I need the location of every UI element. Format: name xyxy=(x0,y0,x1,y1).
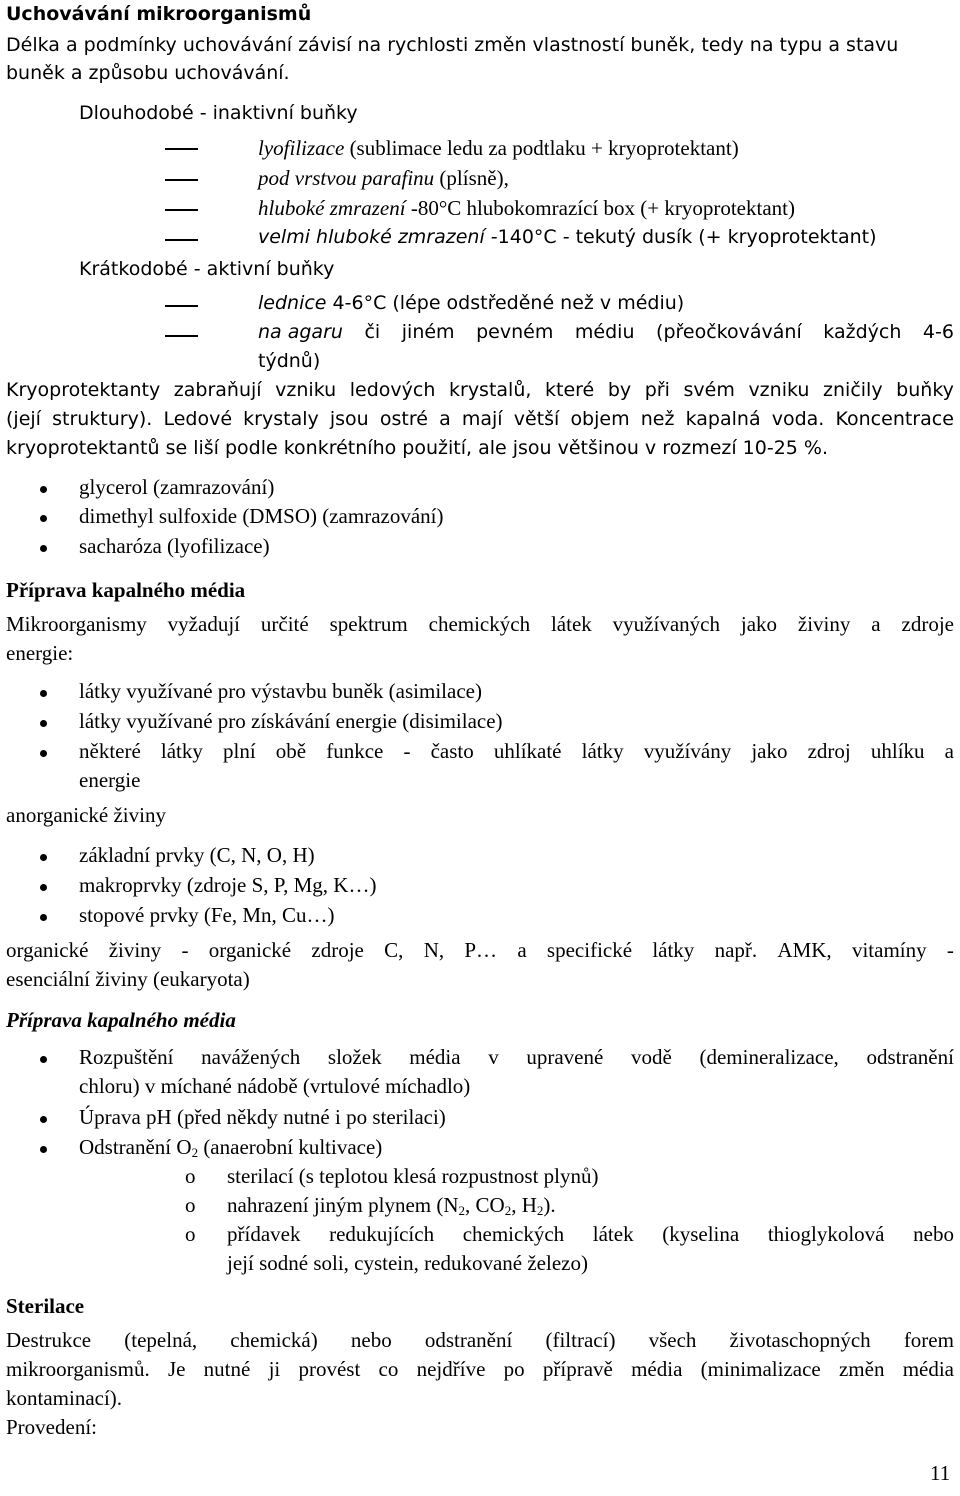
dash-marker xyxy=(165,305,198,307)
word: (její xyxy=(6,408,41,430)
word: látky xyxy=(581,739,624,763)
text: (anaerobní kultivace) xyxy=(198,1135,383,1159)
bullet-marker xyxy=(40,914,47,921)
text: , H xyxy=(511,1193,537,1217)
word: (demineralizace, xyxy=(699,1045,839,1069)
word: než xyxy=(640,408,675,430)
nutrients-para-line-1 xyxy=(6,612,954,637)
word: jiném xyxy=(401,321,455,343)
word: krystalů, xyxy=(449,379,532,401)
word: odstranění xyxy=(424,1328,513,1352)
nutrients-para-line-2: energie: xyxy=(6,641,74,665)
word: či xyxy=(364,321,381,343)
text: ). xyxy=(543,1193,556,1217)
word: a xyxy=(517,938,527,962)
item-text: (plísně), xyxy=(434,166,509,190)
intro-line-2: buněk a způsobu uchovávání. xyxy=(6,62,290,84)
cryo-item-3: sacharóza (lyofilizace) xyxy=(79,534,270,558)
word: přídavek xyxy=(227,1222,301,1246)
word: odstranění xyxy=(866,1045,954,1069)
word: voda. xyxy=(771,408,825,430)
word: jako xyxy=(740,612,778,636)
word: zdroje xyxy=(311,938,364,962)
word: vzniku xyxy=(275,379,337,401)
long-item-1 xyxy=(258,136,739,161)
word: a xyxy=(944,739,954,763)
cryo-item-1: glycerol (zamrazování) xyxy=(79,475,275,499)
bullet-marker xyxy=(40,1056,47,1063)
word: Koncentrace xyxy=(835,408,954,430)
short-term-heading: Krátkodobé - aktivní buňky xyxy=(79,258,335,280)
word: nejdříve xyxy=(416,1357,486,1381)
prep-item-1-line-1 xyxy=(79,1045,954,1070)
word: zdroje xyxy=(901,612,954,636)
word: specifické xyxy=(546,938,633,962)
dash-marker xyxy=(165,209,198,211)
procedure-label: Provedení: xyxy=(6,1415,97,1439)
word: médiu xyxy=(574,321,635,343)
inorganic-heading: anorganické živiny xyxy=(6,803,166,827)
word: C, xyxy=(384,938,404,962)
word: po xyxy=(503,1357,525,1381)
nutrient-item-3-line-2: energie xyxy=(79,768,141,792)
word: thioglykolová xyxy=(767,1222,885,1246)
word: Destrukce xyxy=(6,1328,92,1352)
word: (filtrací) xyxy=(545,1328,616,1352)
word: Mikroorganismy xyxy=(6,612,147,636)
subscript: 2 xyxy=(536,1203,544,1218)
dash-marker xyxy=(165,179,198,181)
word: vyžadují xyxy=(167,612,240,636)
bullet-marker xyxy=(40,1116,47,1123)
word: vitamíny xyxy=(851,938,927,962)
word: při xyxy=(644,379,670,401)
word: organické xyxy=(6,938,89,962)
inorganic-item-1: základní prvky (C, N, O, H) xyxy=(79,843,315,867)
word: svém xyxy=(683,379,735,401)
word: určité xyxy=(260,612,309,636)
word: mají xyxy=(461,408,503,430)
word: obě xyxy=(275,739,307,763)
word: (kyselina xyxy=(662,1222,740,1246)
long-term-heading: Dlouhodobé - inaktivní buňky xyxy=(79,102,358,124)
word: provést xyxy=(298,1357,361,1381)
word: chemická) xyxy=(230,1328,318,1352)
word: zdroj xyxy=(807,739,851,763)
short-item-2-line-2: týdnů) xyxy=(258,350,321,372)
word: často xyxy=(430,739,474,763)
text: , CO xyxy=(465,1193,505,1217)
word: větší xyxy=(513,408,560,430)
sterilization-line-2 xyxy=(6,1357,954,1382)
sterilization-line-1 xyxy=(6,1328,954,1353)
word: látek xyxy=(592,1222,634,1246)
word: funkce xyxy=(326,739,384,763)
bullet-marker xyxy=(40,750,47,757)
section-title-medium-prep-2: Příprava kapalného média xyxy=(6,1008,236,1032)
word: využívaných xyxy=(612,612,720,636)
prep-item-1-line-2: chloru) v míchané nádobě (vrtulové míchadlo) xyxy=(79,1074,471,1098)
word: živiny xyxy=(108,938,162,962)
bullet-marker xyxy=(40,545,47,552)
short-item-2-line-1 xyxy=(258,321,954,343)
text: Odstranění O xyxy=(79,1135,192,1159)
word: plní xyxy=(223,739,256,763)
word: - xyxy=(181,938,189,962)
bullet-marker xyxy=(40,720,47,727)
word: vodě xyxy=(630,1045,672,1069)
long-item-3 xyxy=(258,196,795,221)
subscript: 2 xyxy=(458,1203,466,1218)
bullet-marker xyxy=(40,515,47,522)
word: každých xyxy=(823,321,902,343)
word: AMK, xyxy=(777,938,832,962)
long-item-2 xyxy=(258,166,509,191)
word: ji xyxy=(268,1357,281,1381)
word: životaschopných xyxy=(729,1328,871,1352)
bullet-marker xyxy=(40,854,47,861)
text: nahrazení jiným plynem (N xyxy=(227,1193,459,1217)
circle-bullet-marker: o xyxy=(185,1222,196,1246)
word: nebo xyxy=(913,1222,954,1246)
word: ostré xyxy=(379,408,428,430)
bullet-marker xyxy=(40,690,47,697)
short-item-1 xyxy=(258,292,684,314)
section-title-storage: Uchovávání mikroorganismů xyxy=(6,3,312,25)
nutrient-item-2: látky využívané pro získávání energie (disimilace) xyxy=(79,709,503,733)
word: kapalná xyxy=(685,408,761,430)
word: a xyxy=(439,408,451,430)
word: přípravě xyxy=(542,1357,613,1381)
word: struktury). xyxy=(52,408,153,430)
word: chemických xyxy=(462,1222,565,1246)
word: (tepelná, xyxy=(124,1328,198,1352)
word: změn xyxy=(838,1357,885,1381)
word: objem xyxy=(570,408,630,430)
word: zničily xyxy=(823,379,883,401)
nutrient-item-1: látky využívané pro výstavbu buněk (asimilace) xyxy=(79,679,482,703)
item-term: lyofilizace xyxy=(258,136,345,160)
item-term: velmi hluboké zmrazení xyxy=(258,226,485,248)
word: nebo xyxy=(350,1328,392,1352)
organic-line-1 xyxy=(6,938,954,963)
word: redukujících xyxy=(329,1222,435,1246)
cryo-para-line-2 xyxy=(6,408,954,430)
sterilization-line-3: kontaminací). xyxy=(6,1386,123,1410)
inorganic-item-3: stopové prvky (Fe, Mn, Cu…) xyxy=(79,903,335,927)
bullet-marker xyxy=(40,884,47,891)
word: jako xyxy=(751,739,788,763)
word: buňky xyxy=(896,379,954,401)
word: mikroorganismů. xyxy=(6,1357,150,1381)
prep-item-3 xyxy=(79,1135,382,1161)
word: v xyxy=(488,1045,499,1069)
cryo-item-2: dimethyl sulfoxide (DMSO) (zamrazování) xyxy=(79,504,444,528)
word: co xyxy=(378,1357,399,1381)
long-item-4 xyxy=(258,226,877,248)
word: (přeočkovávání xyxy=(656,321,802,343)
word: by xyxy=(607,379,632,401)
intro-line-1: Délka a podmínky uchovávání závisí na rychlosti změn vlastností buněk, tedy na typu a stavu xyxy=(6,34,899,56)
word: živiny xyxy=(797,612,851,636)
word: N, xyxy=(423,938,445,962)
word: - xyxy=(403,739,411,763)
word: chemických xyxy=(428,612,531,636)
word: využívány xyxy=(643,739,732,763)
word: 4-6 xyxy=(922,321,954,343)
word: látek xyxy=(550,612,592,636)
word: média xyxy=(409,1045,461,1069)
item-text: 4-6°C (lépe odstředěné než v médiu) xyxy=(326,292,685,314)
dash-marker xyxy=(165,239,198,241)
word: Kryoprotektanty xyxy=(6,379,161,401)
word: Rozpuštění xyxy=(79,1045,174,1069)
word: P… xyxy=(464,938,498,962)
word: např. xyxy=(714,938,758,962)
word: navážených xyxy=(201,1045,301,1069)
word: na agaru xyxy=(258,321,343,343)
word: všech xyxy=(648,1328,697,1352)
word: látky xyxy=(160,739,203,763)
word: - xyxy=(946,938,954,962)
dash-marker xyxy=(165,335,198,337)
item-term: pod vrstvou parafinu xyxy=(258,166,435,190)
o2-sub-item-3-line-1 xyxy=(227,1222,954,1247)
o2-sub-item-1: sterilací (s teplotou klesá rozpustnost plynů) xyxy=(227,1164,599,1188)
organic-line-2: esenciální živiny (eukaryota) xyxy=(6,967,250,991)
word: média xyxy=(631,1357,683,1381)
item-term: lednice xyxy=(258,292,327,314)
word: krystaly xyxy=(243,408,319,430)
word: a xyxy=(871,612,881,636)
word: pevném xyxy=(476,321,554,343)
o2-sub-item-2 xyxy=(227,1193,556,1219)
page-number: 11 xyxy=(930,1461,951,1485)
prep-item-2: Úprava pH (před někdy nutné i po sterilaci) xyxy=(79,1105,446,1129)
subscript: 2 xyxy=(504,1203,512,1218)
cryo-para-line-1 xyxy=(6,379,954,401)
word: některé xyxy=(79,739,141,763)
word: složek xyxy=(327,1045,382,1069)
o2-sub-item-3-line-2: její sodné soli, cystein, redukované železo) xyxy=(227,1251,588,1275)
item-text: (sublimace ledu za podtlaku + kryoprotektant) xyxy=(344,136,739,160)
word: upravené xyxy=(526,1045,604,1069)
word: ledových xyxy=(349,379,436,401)
word: média xyxy=(902,1357,954,1381)
word: látky xyxy=(652,938,695,962)
section-title-sterilization: Sterilace xyxy=(6,1294,85,1318)
nutrient-item-3-line-1 xyxy=(79,739,954,764)
subscript: 2 xyxy=(191,1145,199,1160)
word: organické xyxy=(208,938,292,962)
word: Je xyxy=(167,1357,186,1381)
bullet-marker xyxy=(40,1146,47,1153)
word: jsou xyxy=(329,408,369,430)
word: forem xyxy=(903,1328,954,1352)
word: nutné xyxy=(203,1357,251,1381)
word: (minimalizace xyxy=(700,1357,821,1381)
inorganic-item-2: makroprvky (zdroje S, P, Mg, K…) xyxy=(79,873,377,897)
item-text: -140°C - tekutý dusík (+ kryoprotektant) xyxy=(484,226,877,248)
word: Ledové xyxy=(163,408,233,430)
word: vzniku xyxy=(748,379,810,401)
item-text: -80°C hlubokomrazící box (+ kryoprotektant) xyxy=(405,196,795,220)
cryo-para-line-3: kryoprotektantů se liší podle konkrétního použití, ale jsou většinou v rozmezí 10-25 %. xyxy=(6,437,829,459)
word: spektrum xyxy=(329,612,408,636)
circle-bullet-marker: o xyxy=(185,1193,196,1217)
item-term: hluboké zmrazení xyxy=(258,196,406,220)
circle-bullet-marker: o xyxy=(185,1164,196,1188)
section-title-medium-prep: Příprava kapalného média xyxy=(6,578,246,602)
dash-marker xyxy=(165,148,198,150)
word: uhlíku xyxy=(870,739,925,763)
word: které xyxy=(545,379,595,401)
bullet-marker xyxy=(40,486,47,493)
word: zabraňují xyxy=(173,379,262,401)
word: uhlíkaté xyxy=(493,739,562,763)
